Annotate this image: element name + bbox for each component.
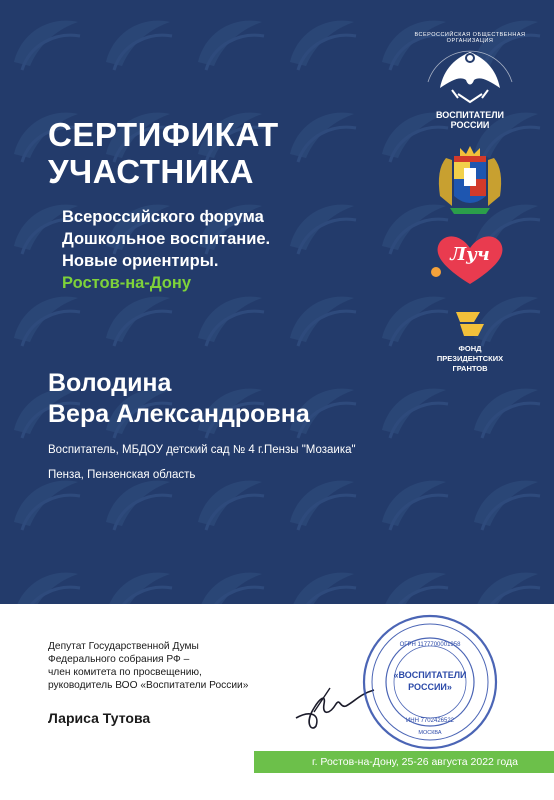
org-logo-line-1: ВОСПИТАТЕЛИ <box>436 110 504 120</box>
fund-logo <box>410 308 530 374</box>
stamp-center-line-1: «ВОСПИТАТЕЛИ <box>393 670 467 680</box>
participant-given-names: Вера Александровна <box>48 400 310 428</box>
logos-column <box>410 28 530 374</box>
luch-logo-text: Луч <box>450 244 490 265</box>
participant-position: Воспитатель, МБДОУ детский сад № 4 г.Пензы "Мозаика" <box>48 444 356 456</box>
coat-of-arms-icon <box>410 140 530 220</box>
title-line-1: СЕРТИФИКАТ <box>48 116 279 153</box>
signatory-title <box>48 640 248 692</box>
signatory-line-3: член комитета по просвещению, <box>48 667 202 678</box>
org-arc-text: ВСЕРОССИЙСКАЯ ОБЩЕСТВЕННАЯ ОРГАНИЗАЦИЯ <box>414 32 526 44</box>
forum-line-3: Новые ориентиры. <box>62 252 219 270</box>
forum-city: Ростов-на-Дону <box>62 274 192 292</box>
title-line-2: УЧАСТНИКА <box>48 153 254 190</box>
participant-region: Пенза, Пензенская область <box>48 469 196 481</box>
org-logo <box>410 28 530 138</box>
org-logo-line-2: РОССИИ <box>450 120 490 130</box>
stamp-inn: ИНН 7702426522 <box>405 718 455 724</box>
fund-line-3: ГРАНТОВ <box>452 364 488 373</box>
fund-line-1: ФОНД <box>458 344 482 353</box>
certificate-title <box>48 116 279 190</box>
forum-line-1: Всероссийского форума <box>62 208 264 226</box>
org-logo-text <box>410 110 530 130</box>
forum-line-2: Дошкольное воспитание. <box>62 230 271 248</box>
fund-emblem-icon <box>450 308 490 340</box>
stamp-center-line-2: РОССИИ» <box>408 682 452 692</box>
participant-name <box>48 368 310 430</box>
signatory-line-2: Федерального собрания РФ – <box>48 654 190 665</box>
signatory-name: Лариса Тутова <box>48 710 151 726</box>
fund-line-2: ПРЕЗИДЕНТСКИХ <box>436 354 504 363</box>
forum-name <box>62 206 270 294</box>
participant-surname: Володина <box>48 369 172 397</box>
event-date-bar: г. Ростов-на-Дону, 25-26 августа 2022 года <box>254 751 554 773</box>
signatory-line-4: руководитель ВОО «Воспитатели России» <box>48 680 249 691</box>
stamp-ogrn: ОГРН 1177700001958 <box>399 642 461 648</box>
luch-logo <box>410 228 530 290</box>
official-stamp <box>360 612 500 752</box>
stamp-city: МОСКВА <box>418 730 442 736</box>
signatory-line-1: Депутат Государственной Думы <box>48 641 199 652</box>
